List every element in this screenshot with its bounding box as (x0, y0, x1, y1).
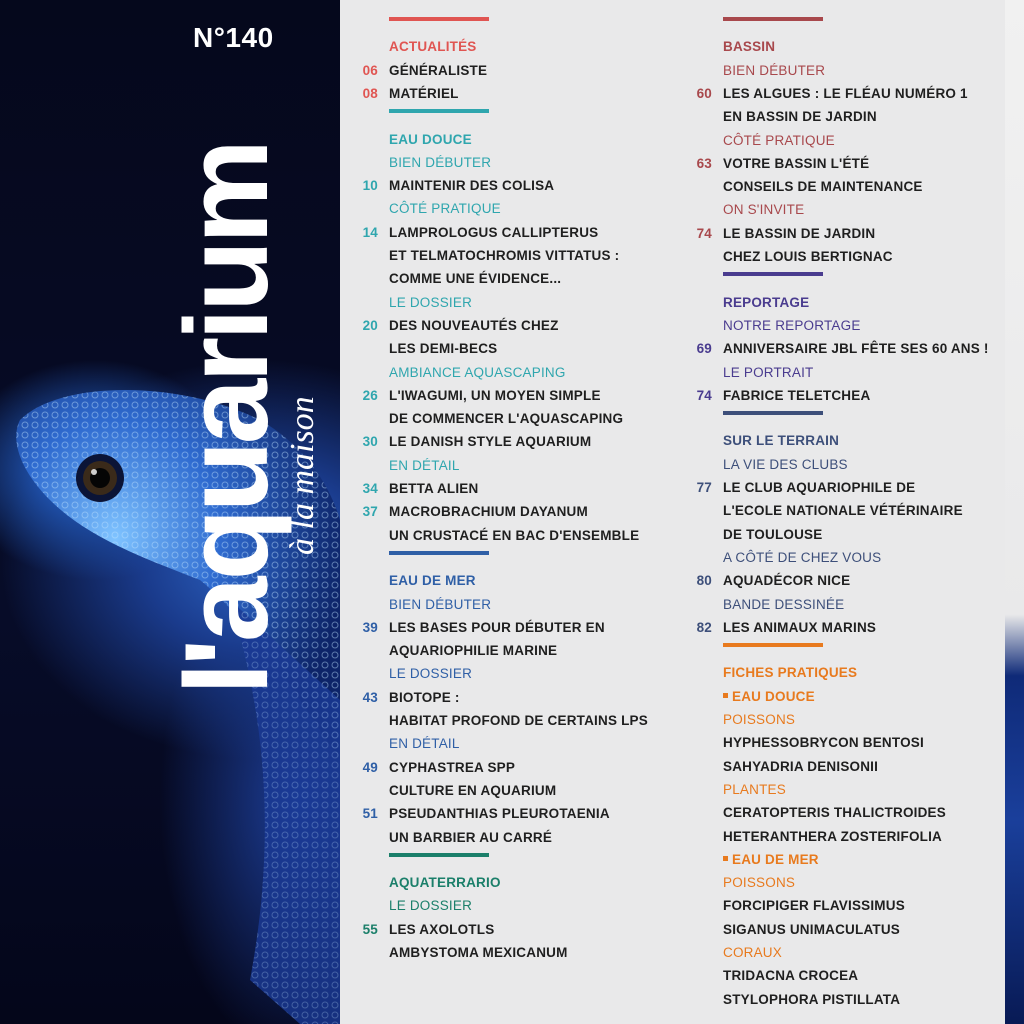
entry-text: VOTRE BASSIN L'ÉTÉ (723, 155, 870, 171)
entry-text: EN DÉTAIL (389, 457, 460, 473)
page-number: 82 (696, 619, 712, 635)
entry-text: UN CRUSTACÉ EN BAC D'ENSEMBLE (389, 527, 640, 543)
page-number: 74 (696, 387, 712, 403)
square-bullet-icon (723, 856, 728, 861)
page-number: 60 (696, 85, 712, 101)
entry-text: MACROBRACHIUM DAYANUM (389, 504, 588, 520)
entry-text: FORCIPIGER FLAVISSIMUS (723, 898, 905, 914)
entry-text: BIOTOPE : (389, 689, 460, 705)
entry-text: BIEN DÉBUTER (723, 62, 826, 78)
category-text: EAU DE MER (732, 851, 819, 867)
entry-text: POISSONS (723, 712, 796, 727)
entry-text: CYPHASTREA SPP (389, 759, 516, 775)
magazine-logo (161, 95, 321, 695)
fish-tail-edge (1005, 0, 1024, 1024)
logo-sub-text: à la maison (284, 396, 321, 555)
page-number: 51 (362, 806, 378, 822)
entry-text: BASSIN (723, 39, 776, 55)
page-number: 43 (362, 689, 378, 705)
entry-text: CORAUX (723, 945, 782, 960)
page-number: 26 (362, 387, 378, 403)
entry-text: HYPHESSOBRYCON BENTOSI (723, 735, 924, 751)
entry-text: A CÔTÉ DE CHEZ VOUS (723, 549, 882, 565)
entry-text: LE CLUB AQUARIOPHILE DE (723, 480, 916, 495)
entry-text: SIGANUS UNIMACULATUS (723, 921, 900, 937)
page-number: 63 (696, 155, 712, 171)
entry-text: ET TELMATOCHROMIS VITTATUS : (389, 248, 620, 263)
page-number: 39 (362, 619, 378, 635)
entry-text: SUR LE TERRAIN (723, 433, 840, 449)
entry-text: ON S'INVITE (723, 202, 805, 218)
entry-text: HABITAT PROFOND DE CERTAINS LPS (389, 713, 648, 728)
page-number: 14 (362, 224, 378, 240)
entry-text: LAMPROLOGUS CALLIPTERUS (389, 224, 599, 240)
page-number: 34 (362, 481, 378, 496)
entry-text: DES NOUVEAUTÉS CHEZ (389, 317, 559, 333)
page-number: 30 (362, 434, 378, 450)
section-divider (723, 17, 823, 21)
section-divider (389, 853, 489, 857)
entry-text: BIEN DÉBUTER (389, 596, 492, 612)
page-number: 69 (696, 341, 712, 357)
entry-text: LES ANIMAUX MARINS (723, 619, 877, 635)
entry-text: UN BARBIER AU CARRÉ (389, 829, 553, 845)
square-bullet-icon (723, 693, 728, 698)
entry-text: LES DEMI-BECS (389, 341, 498, 357)
section-divider (389, 551, 489, 555)
section-divider (723, 272, 823, 276)
entry-text (723, 850, 819, 870)
entry-text: REPORTAGE (723, 294, 810, 310)
section-divider (389, 109, 489, 113)
page-number: 55 (362, 921, 378, 937)
entry-text: AMBIANCE AQUASCAPING (389, 364, 566, 380)
entry-text: STYLOPHORA PISTILLATA (723, 991, 901, 1007)
entry-text: LE DOSSIER (389, 666, 473, 682)
page-number: 06 (362, 62, 378, 78)
entry-text: FICHES PRATIQUES (723, 665, 858, 681)
entry-text: LES ALGUES : LE FLÉAU NUMÉRO 1 (723, 85, 968, 101)
entry-text: BIEN DÉBUTER (389, 154, 492, 170)
entry-text: AQUATERRARIO (389, 875, 501, 891)
entry-text: CÔTÉ PRATIQUE (723, 132, 835, 148)
entry-text: MAINTENIR DES COLISA (389, 178, 555, 194)
entry-text: LES BASES POUR DÉBUTER EN (389, 619, 605, 635)
section-divider (723, 643, 823, 647)
entry-text: AQUARIOPHILIE MARINE (389, 643, 558, 659)
entry-text: ACTUALITÉS (389, 39, 477, 55)
entry-text: LE DOSSIER (389, 294, 473, 310)
entry-text: POISSONS (723, 875, 796, 891)
entry-text: BETTA ALIEN (389, 481, 479, 496)
entry-text: EN DÉTAIL (389, 736, 460, 752)
entry-text: CONSEILS DE MAINTENANCE (723, 179, 923, 195)
entry-text: MATÉRIEL (389, 85, 459, 101)
page-number: 10 (362, 178, 378, 194)
entry-text: DE COMMENCER L'AQUASCAPING (389, 411, 624, 427)
entry-text: FABRICE TELETCHEA (723, 387, 871, 403)
page-number: 20 (362, 317, 378, 333)
entry-text: ANNIVERSAIRE JBL FÊTE SES 60 ANS ! (723, 341, 989, 357)
page-number: 77 (696, 480, 712, 495)
entry-text: EAU DE MER (389, 573, 476, 589)
entry-text: PSEUDANTHIAS PLEUROTAENIA (389, 806, 610, 822)
entry-text: NOTRE REPORTAGE (723, 317, 861, 333)
entry-text: L'IWAGUMI, UN MOYEN SIMPLE (389, 387, 601, 403)
entry-text: SAHYADRIA DENISONII (723, 758, 879, 774)
entry-text: LE DOSSIER (389, 898, 473, 914)
entry-text: LE DANISH STYLE AQUARIUM (389, 434, 592, 450)
entry-text: LE BASSIN DE JARDIN (723, 225, 876, 241)
entry-text: GÉNÉRALISTE (389, 62, 488, 78)
entry-text: BANDE DESSINÉE (723, 596, 845, 612)
entry-text: HETERANTHERA ZOSTERIFOLIA (723, 828, 942, 844)
page-number: 80 (696, 573, 712, 589)
entry-text: LA VIE DES CLUBS (723, 456, 848, 472)
entry-text: DE TOULOUSE (723, 526, 823, 542)
entry-text (723, 687, 815, 707)
section-divider (389, 17, 489, 21)
entry-text: AQUADÉCOR NICE (723, 573, 851, 589)
section-divider (723, 411, 823, 415)
logo-main-text: l'aquarium (161, 143, 293, 695)
entry-text: TRIDACNA CROCEA (723, 968, 859, 984)
entry-text: AMBYSTOMA MEXICANUM (389, 945, 568, 960)
entry-text: CHEZ LOUIS BERTIGNAC (723, 249, 893, 264)
entry-text: CERATOPTERIS THALICTROIDES (723, 805, 946, 821)
page-number: 74 (696, 225, 712, 241)
page-number: 37 (362, 504, 378, 520)
entry-text: PLANTES (723, 781, 786, 797)
entry-text: LES AXOLOTLS (389, 921, 495, 937)
category-text: EAU DOUCE (732, 688, 815, 704)
issue-number: N°140 (193, 22, 274, 53)
entry-text: EN BASSIN DE JARDIN (723, 109, 877, 125)
entry-text: CÔTÉ PRATIQUE (389, 201, 501, 217)
entry-text: EAU DOUCE (389, 131, 472, 147)
entry-text: CULTURE EN AQUARIUM (389, 782, 557, 798)
page-number: 08 (362, 85, 378, 101)
entry-text: LE PORTRAIT (723, 364, 814, 380)
page-number: 49 (362, 759, 378, 775)
entry-text: COMME UNE ÉVIDENCE... (389, 271, 562, 287)
magazine-cover (0, 0, 340, 1024)
entry-text: L'ECOLE NATIONALE VÉTÉRINAIRE (723, 503, 963, 519)
